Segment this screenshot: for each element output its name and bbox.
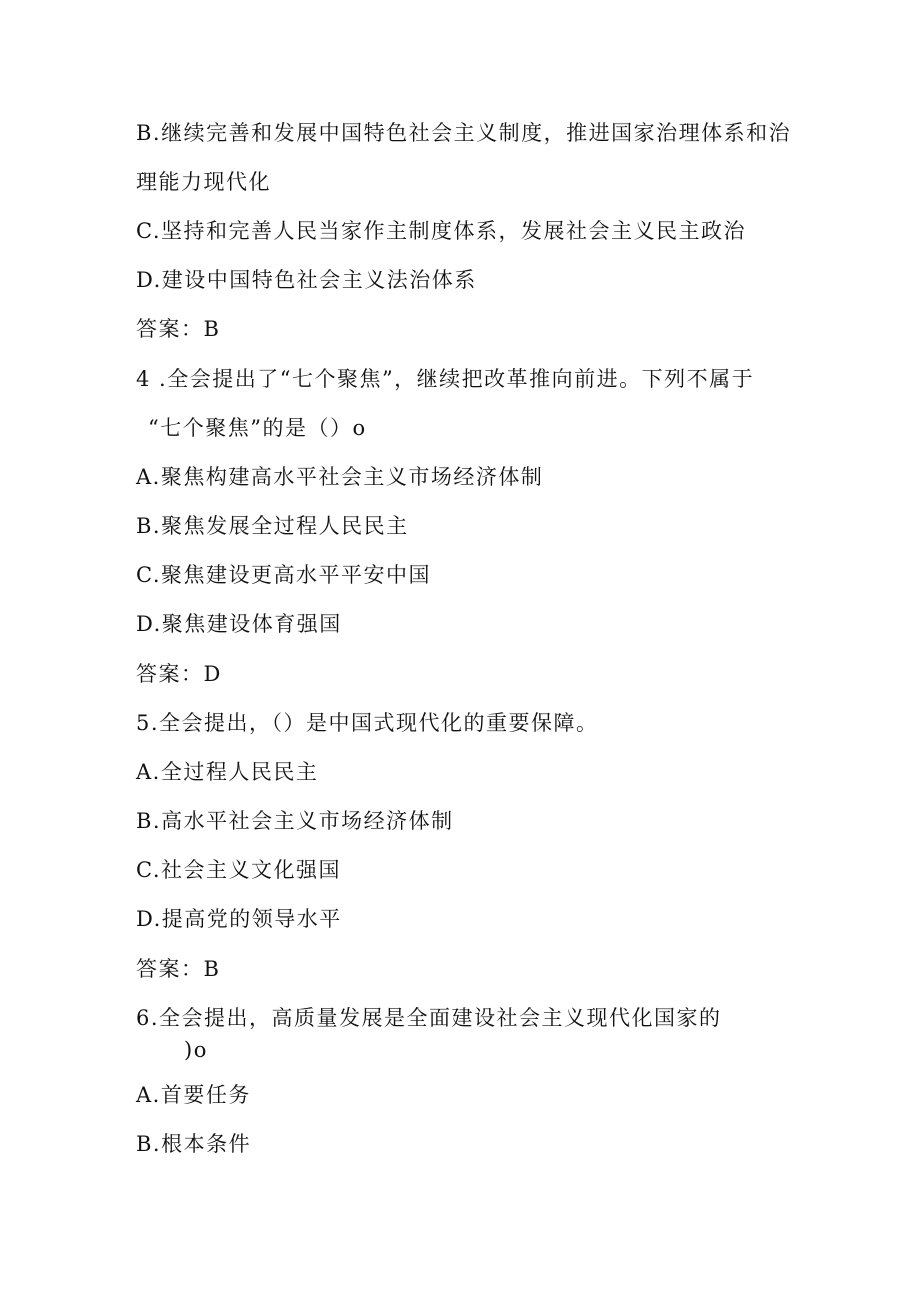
option-4a: A.聚焦构建高水平社会主义市场经济体制	[136, 465, 544, 489]
option-5b: B.高水平社会主义市场经济体制	[136, 809, 454, 833]
option-4c: C.聚焦建设更高水平平安中国	[136, 563, 431, 587]
option-5a: A.全过程人民民主	[136, 760, 319, 784]
option-3b-line-2: 理能力现代化	[136, 170, 271, 194]
question-6-line-2: )o	[184, 1038, 208, 1062]
option-6b: B.根本条件	[136, 1132, 252, 1156]
question-5: 5.全会提出，（）是中国式现代化的重要保障。	[136, 711, 599, 735]
question-6-line-1: 6.全会提出，高质量发展是全面建设社会主义现代化国家的	[136, 1006, 722, 1030]
option-3b-line-1: B.继续完善和发展中国特色社会主义制度，推进国家治理体系和治	[136, 121, 792, 145]
option-3d: D.建设中国特色社会主义法治体系	[136, 268, 477, 292]
option-4d: D.聚焦建设体育强国	[136, 612, 342, 636]
option-4b: B.聚焦发展全过程人民民主	[136, 514, 409, 538]
option-5c: C.社会主义文化强国	[136, 858, 341, 882]
question-4-line-1: 4 .全会提出了“七个聚焦”，继续把改革推向前进。下列不属于	[136, 367, 755, 391]
option-5d: D.提高党的领导水平	[136, 907, 342, 931]
answer-4: 答案：D	[136, 662, 222, 686]
option-6a: A.首要任务	[136, 1083, 251, 1107]
question-4-line-2: “七个聚焦”的是（）o	[148, 416, 367, 440]
answer-3: 答案：B	[136, 317, 221, 341]
answer-5: 答案：B	[136, 957, 221, 981]
option-3c: C.坚持和完善人民当家作主制度体系，发展社会主义民主政治	[136, 219, 746, 243]
